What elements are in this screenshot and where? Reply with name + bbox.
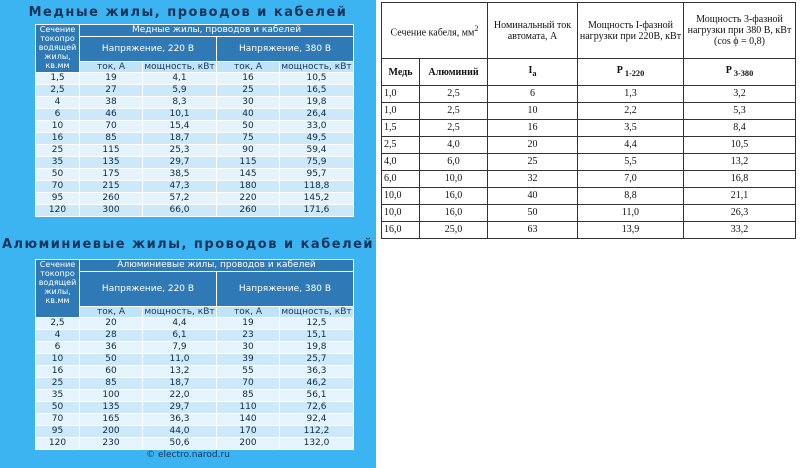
table-cell: 10,0 bbox=[420, 171, 488, 188]
table-cell: 171,6 bbox=[280, 205, 354, 217]
copper-current-380: ток, А bbox=[217, 62, 280, 73]
copper-section-title: Медные жилы, проводов и кабелей bbox=[28, 5, 348, 20]
table-cell: 30 bbox=[217, 97, 280, 109]
table-row bbox=[36, 109, 354, 121]
table-cell: 66,0 bbox=[143, 205, 217, 217]
table-row bbox=[36, 169, 354, 181]
table-cell: 23 bbox=[217, 330, 280, 342]
table-cell: 145,2 bbox=[280, 193, 354, 205]
table-cell: 16 bbox=[217, 73, 280, 85]
table-cell: 47,3 bbox=[143, 181, 217, 193]
table-cell: 15,1 bbox=[280, 330, 354, 342]
table-cell: 25 bbox=[488, 154, 578, 171]
table-cell: 60 bbox=[80, 366, 143, 378]
table-cell: 10 bbox=[36, 121, 80, 133]
table-cell: 120 bbox=[36, 438, 80, 450]
table-cell: 5,3 bbox=[684, 103, 796, 120]
table-cell: 4,1 bbox=[143, 73, 217, 85]
table-cell: 2,5 bbox=[420, 86, 488, 103]
table-cell: 7,9 bbox=[143, 342, 217, 354]
table-cell: 32 bbox=[488, 171, 578, 188]
table-cell: 46,2 bbox=[280, 378, 354, 390]
table-cell: 6,0 bbox=[382, 171, 420, 188]
table-row bbox=[36, 438, 354, 450]
table-cell: 39 bbox=[217, 354, 280, 366]
table-row bbox=[36, 390, 354, 402]
table-row bbox=[382, 120, 796, 137]
table-cell: 95,7 bbox=[280, 169, 354, 181]
table-row bbox=[382, 86, 796, 103]
table-cell: 13,2 bbox=[684, 154, 796, 171]
table-cell: 50,6 bbox=[143, 438, 217, 450]
table-cell: 75 bbox=[217, 133, 280, 145]
table-row bbox=[36, 73, 354, 85]
table-cell: 4,0 bbox=[382, 154, 420, 171]
table-cell: 13,9 bbox=[578, 222, 684, 239]
table-cell: 300 bbox=[80, 205, 143, 217]
table-cell: 16,0 bbox=[382, 222, 420, 239]
table-cell: 29,7 bbox=[143, 157, 217, 169]
table-cell: 85 bbox=[217, 390, 280, 402]
aluminum-power-220: мощность, кВт bbox=[144, 307, 215, 317]
subheader-copper: Медь bbox=[382, 59, 420, 86]
header-power-three-phase: Мощность 3-фазной нагрузки при 380 В, кВт (cos ϕ = 0,8) bbox=[684, 3, 796, 59]
table-cell: 2,5 bbox=[36, 85, 80, 97]
copper-power-220: мощность, кВт bbox=[144, 62, 215, 72]
table-cell: 132,0 bbox=[280, 438, 354, 450]
breaker-table bbox=[381, 2, 796, 239]
table-row bbox=[36, 181, 354, 193]
aluminum-current-220: ток, А bbox=[80, 307, 143, 318]
table-cell: 16,0 bbox=[420, 205, 488, 222]
table-cell: 72,6 bbox=[280, 402, 354, 414]
subheader-p1: P $_{1-220}$ bbox=[578, 59, 684, 86]
table-cell: 4,4 bbox=[578, 137, 684, 154]
table-cell: 4 bbox=[36, 330, 80, 342]
copper-power-380: мощность, кВт bbox=[281, 62, 352, 72]
table-cell: 180 bbox=[217, 181, 280, 193]
copper-corner-label: Сечение токопро водящей жилы, кв.мм bbox=[36, 25, 80, 73]
table-cell: 26,4 bbox=[280, 109, 354, 121]
table-cell: 35 bbox=[36, 390, 80, 402]
table-cell: 230 bbox=[80, 438, 143, 450]
table-cell: 10,1 bbox=[143, 109, 217, 121]
table-cell: 10 bbox=[36, 354, 80, 366]
table-cell: 260 bbox=[217, 205, 280, 217]
table-row bbox=[382, 154, 796, 171]
table-cell: 6 bbox=[36, 342, 80, 354]
table-cell: 10,5 bbox=[280, 73, 354, 85]
table-cell: 3,5 bbox=[578, 120, 684, 137]
table-row bbox=[382, 171, 796, 188]
table-cell: 1,0 bbox=[382, 86, 420, 103]
table-cell: 10,0 bbox=[382, 188, 420, 205]
header-nominal-current: Номинальный ток автомата, А bbox=[488, 3, 578, 59]
table-cell: 135 bbox=[80, 157, 143, 169]
table-cell: 95 bbox=[36, 426, 80, 438]
table-cell: 18,7 bbox=[143, 133, 217, 145]
copper-current-220: ток, А bbox=[80, 62, 143, 73]
table-cell: 57,2 bbox=[143, 193, 217, 205]
table-cell: 4 bbox=[36, 97, 80, 109]
table-cell: 16,8 bbox=[684, 171, 796, 188]
table-cell: 16 bbox=[488, 120, 578, 137]
table-cell: 29,7 bbox=[143, 402, 217, 414]
table-cell: 59,4 bbox=[280, 145, 354, 157]
table-cell: 95 bbox=[36, 193, 80, 205]
table-row bbox=[36, 342, 354, 354]
table-cell: 16 bbox=[36, 133, 80, 145]
table-cell: 50 bbox=[488, 205, 578, 222]
table-cell: 10 bbox=[488, 103, 578, 120]
table-cell: 85 bbox=[80, 133, 143, 145]
header-power-single-phase: Мощность I-фазной нагрузки при 220В, кВт bbox=[578, 3, 684, 59]
table-cell: 26,3 bbox=[684, 205, 796, 222]
table-cell: 5,5 bbox=[578, 154, 684, 171]
table-cell: 70 bbox=[36, 414, 80, 426]
table-cell: 175 bbox=[80, 169, 143, 181]
table-cell: 2,5 bbox=[420, 103, 488, 120]
table-row bbox=[382, 205, 796, 222]
table-cell: 44,0 bbox=[143, 426, 217, 438]
subheader-p3: P $_{3-380}$ bbox=[684, 59, 796, 86]
table-cell: 6,0 bbox=[420, 154, 488, 171]
table-cell: 30 bbox=[217, 342, 280, 354]
table-cell: 16 bbox=[36, 366, 80, 378]
table-cell: 25 bbox=[36, 378, 80, 390]
table-cell: 33,0 bbox=[280, 121, 354, 133]
table-cell: 165 bbox=[80, 414, 143, 426]
table-cell: 2,2 bbox=[578, 103, 684, 120]
table-cell: 25,0 bbox=[420, 222, 488, 239]
table-cell: 10,5 bbox=[684, 137, 796, 154]
table-cell: 27 bbox=[80, 85, 143, 97]
table-cell: 36,3 bbox=[280, 366, 354, 378]
aluminum-power-380: мощность, кВт bbox=[281, 307, 352, 317]
table-row bbox=[36, 330, 354, 342]
table-cell: 16,0 bbox=[420, 188, 488, 205]
table-cell: 38,5 bbox=[143, 169, 217, 181]
table-cell: 18,7 bbox=[143, 378, 217, 390]
aluminum-table bbox=[35, 259, 354, 450]
table-cell: 70 bbox=[36, 181, 80, 193]
table-cell: 3,2 bbox=[684, 86, 796, 103]
table-cell: 2,5 bbox=[420, 120, 488, 137]
aluminum-voltage-380: Напряжение, 380 В bbox=[217, 272, 354, 307]
table-cell: 220 bbox=[217, 193, 280, 205]
table-cell: 19 bbox=[80, 73, 143, 85]
table-cell: 115 bbox=[217, 157, 280, 169]
table-cell: 170 bbox=[217, 426, 280, 438]
table-cell: 19,8 bbox=[280, 97, 354, 109]
copper-table bbox=[35, 24, 354, 217]
table-row bbox=[36, 318, 354, 330]
table-row bbox=[36, 193, 354, 205]
table-cell: 7,0 bbox=[578, 171, 684, 188]
table-cell: 1,5 bbox=[382, 120, 420, 137]
table-cell: 75,9 bbox=[280, 157, 354, 169]
table-row bbox=[36, 133, 354, 145]
table-cell: 2,5 bbox=[382, 137, 420, 154]
table-cell: 56,1 bbox=[280, 390, 354, 402]
table-row bbox=[36, 205, 354, 217]
table-cell: 12,5 bbox=[280, 318, 354, 330]
copyright-text: © electro.narod.ru bbox=[146, 450, 230, 460]
table-cell: 50 bbox=[36, 169, 80, 181]
table-cell: 50 bbox=[36, 402, 80, 414]
table-cell: 46 bbox=[80, 109, 143, 121]
table-cell: 100 bbox=[80, 390, 143, 402]
header-cable-section: Сечение кабеля, $мм^2$ bbox=[382, 3, 488, 59]
table-cell: 38 bbox=[80, 97, 143, 109]
table-row bbox=[36, 97, 354, 109]
subheader-ia: $I_a$ bbox=[488, 59, 578, 86]
table-row bbox=[36, 121, 354, 133]
table-cell: 215 bbox=[80, 181, 143, 193]
table-row bbox=[36, 414, 354, 426]
table-cell: 85 bbox=[80, 378, 143, 390]
table-cell: 200 bbox=[217, 438, 280, 450]
table-cell: 25 bbox=[217, 85, 280, 97]
table-cell: 21,1 bbox=[684, 188, 796, 205]
table-cell: 11,0 bbox=[143, 354, 217, 366]
table-cell: 112,2 bbox=[280, 426, 354, 438]
table-cell: 1,5 bbox=[36, 73, 80, 85]
table-cell: 1,0 bbox=[382, 103, 420, 120]
table-cell: 5,9 bbox=[143, 85, 217, 97]
table-row bbox=[36, 402, 354, 414]
table-cell: 55 bbox=[217, 366, 280, 378]
table-cell: 36 bbox=[80, 342, 143, 354]
table-cell: 25,7 bbox=[280, 354, 354, 366]
table-row bbox=[36, 366, 354, 378]
aluminum-corner-label: Сечение токопро водящей жилы, кв.мм bbox=[36, 260, 80, 318]
table-cell: 8,4 bbox=[684, 120, 796, 137]
table-cell: 2,5 bbox=[36, 318, 80, 330]
table-cell: 70 bbox=[80, 121, 143, 133]
aluminum-current-380: ток, А bbox=[217, 307, 280, 318]
table-cell: 6 bbox=[36, 109, 80, 121]
table-row bbox=[382, 137, 796, 154]
table-cell: 63 bbox=[488, 222, 578, 239]
copper-voltage-220: Напряжение, 220 В bbox=[80, 37, 217, 62]
table-cell: 4,4 bbox=[143, 318, 217, 330]
table-cell: 1,3 bbox=[578, 86, 684, 103]
table-cell: 36,3 bbox=[143, 414, 217, 426]
copper-voltage-380: Напряжение, 380 В bbox=[217, 37, 354, 62]
table-cell: 6,1 bbox=[143, 330, 217, 342]
table-cell: 15,4 bbox=[143, 121, 217, 133]
aluminum-table-title: Алюминиевые жилы, проводов и кабелей bbox=[80, 260, 354, 272]
table-cell: 92,4 bbox=[280, 414, 354, 426]
table-row bbox=[36, 426, 354, 438]
table-cell: 40 bbox=[217, 109, 280, 121]
table-cell: 4,0 bbox=[420, 137, 488, 154]
table-cell: 10,0 bbox=[382, 205, 420, 222]
table-cell: 19 bbox=[217, 318, 280, 330]
table-cell: 25 bbox=[36, 145, 80, 157]
table-row bbox=[36, 85, 354, 97]
table-cell: 8,8 bbox=[578, 188, 684, 205]
table-cell: 20 bbox=[80, 318, 143, 330]
table-cell: 118,8 bbox=[280, 181, 354, 193]
table-row bbox=[382, 188, 796, 205]
table-cell: 11,0 bbox=[578, 205, 684, 222]
table-cell: 33,2 bbox=[684, 222, 796, 239]
table-row bbox=[36, 145, 354, 157]
table-cell: 50 bbox=[80, 354, 143, 366]
table-cell: 200 bbox=[80, 426, 143, 438]
table-cell: 20 bbox=[488, 137, 578, 154]
table-cell: 40 bbox=[488, 188, 578, 205]
table-cell: 70 bbox=[217, 378, 280, 390]
aluminum-voltage-220: Напряжение, 220 В bbox=[80, 272, 217, 307]
table-cell: 16,5 bbox=[280, 85, 354, 97]
aluminum-section-title: Алюминиевые жилы, проводов и кабелей bbox=[1, 237, 375, 252]
table-cell: 6 bbox=[488, 86, 578, 103]
left-panel bbox=[0, 0, 376, 468]
table-cell: 260 bbox=[80, 193, 143, 205]
table-row bbox=[382, 222, 796, 239]
table-cell: 22,0 bbox=[143, 390, 217, 402]
table-cell: 13,2 bbox=[143, 366, 217, 378]
subheader-aluminum: Алюминий bbox=[420, 59, 488, 86]
table-cell: 25,3 bbox=[143, 145, 217, 157]
table-cell: 50 bbox=[217, 121, 280, 133]
table-cell: 19,8 bbox=[280, 342, 354, 354]
table-cell: 35 bbox=[36, 157, 80, 169]
table-row bbox=[36, 378, 354, 390]
table-cell: 49,5 bbox=[280, 133, 354, 145]
table-cell: 90 bbox=[217, 145, 280, 157]
table-cell: 145 bbox=[217, 169, 280, 181]
table-cell: 115 bbox=[80, 145, 143, 157]
table-cell: 8,3 bbox=[143, 97, 217, 109]
table-row bbox=[36, 354, 354, 366]
copper-table-title: Медные жилы, проводов и кабелей bbox=[80, 25, 354, 37]
table-row bbox=[36, 157, 354, 169]
table-cell: 120 bbox=[36, 205, 80, 217]
table-row bbox=[382, 103, 796, 120]
table-cell: 140 bbox=[217, 414, 280, 426]
table-cell: 28 bbox=[80, 330, 143, 342]
table-cell: 135 bbox=[80, 402, 143, 414]
table-cell: 110 bbox=[217, 402, 280, 414]
